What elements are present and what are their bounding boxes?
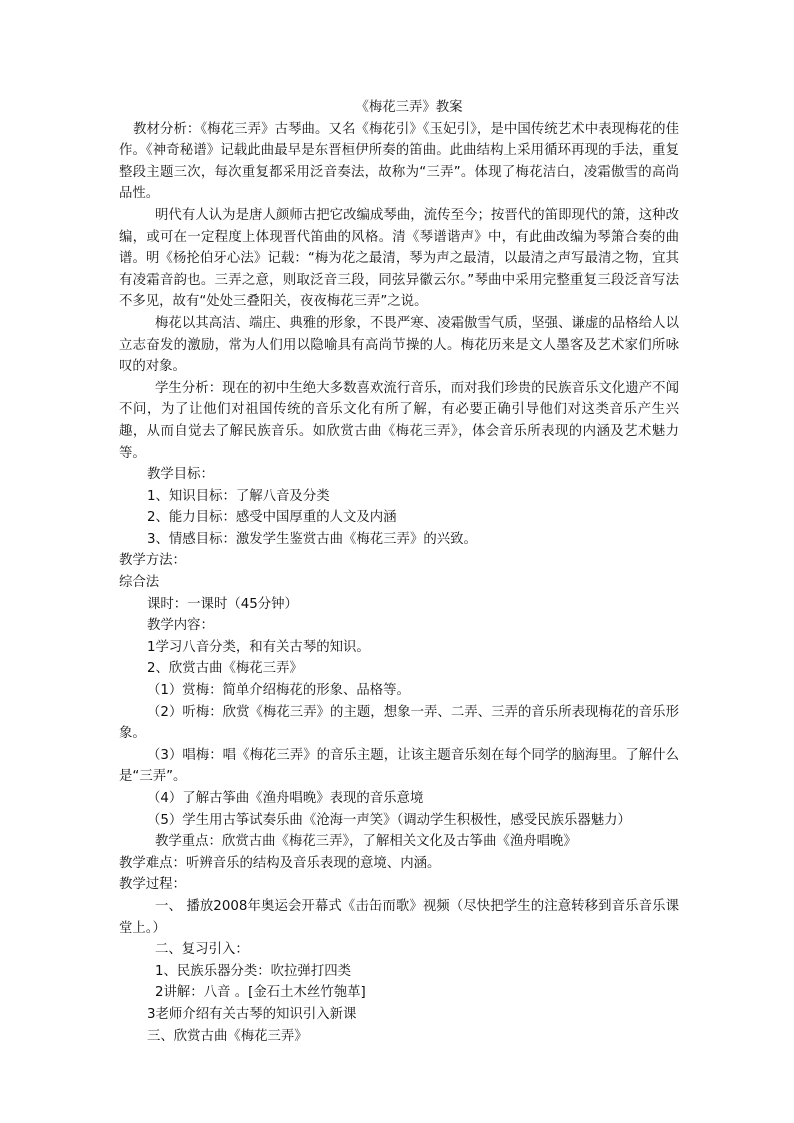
teaching-key-point: 教学重点：欣赏古曲《梅花三弄》，了解相关文化及古筝曲《渔舟唱晚》: [155, 834, 577, 850]
paragraph-history: 明代有人认为是唐人颜师古把它改编成琴曲，流传至今；按晋代的笛即现代的箫，这种改编，或可在一定程度上体现晋代笛曲的风格。清《琴谱谐声》中，有此曲改编为琴箫合奏的曲谱。明《杨抡伯牙心法》记载：“梅为花之最清，琴为声之最清，以最清之声写最清之物，宜其有凌霜音韵也。三弄之意，则取泛音三段，同弦异徽云尔。”琴曲中采用完整重复三段泛音写法不多见，故有“处处三叠阳关，夜夜梅花三弄”之说。: [119, 207, 679, 310]
process-substep: 3老师介绍有关古琴的知识引入新课: [147, 1006, 357, 1022]
process-substep: 1、民族乐器分类：吹拉弹打四类: [155, 963, 351, 979]
class-hours: 课时：一课时（45分钟）: [147, 596, 298, 612]
content-subitem: （1）赏梅：简单介绍梅花的形象、品格等。: [147, 683, 410, 699]
content-subitem: （5）学生用古筝试奏乐曲《沧海一声笑》（调动学生积极性，感受民族乐器魅力）: [147, 812, 631, 828]
content-item: 2、欣赏古曲《梅花三弄》: [147, 661, 303, 677]
document-body: [119, 97, 679, 1047]
paragraph-material-analysis: 教材分析：《梅花三弄》古琴曲。又名《梅花引》《玉妃引》，是中国传统艺术中表现梅花的佳作。《神奇秘谱》记载此曲最早是东晋桓伊所奏的笛曲。此曲结构上采用循环再现的手法，重复整段主题三次，每次重复都采用泛音奏法，故称为“三弄”。体现了梅花洁白，凌霜傲雪的高尚品性。: [119, 121, 679, 202]
content-subitem: （2）听梅：欣赏《梅花三弄》的主题，想象一弄、二弄、三弄的音乐所表现梅花的音乐形象。: [119, 704, 679, 742]
heading-teaching-content: 教学内容：: [147, 618, 214, 634]
process-substep: 2讲解：八音 。[金石土木丝竹匏革]: [155, 985, 366, 1001]
process-step-three: 三、欣赏古曲《梅花三弄》: [147, 1028, 308, 1044]
teaching-difficulty: 教学难点：听辨音乐的结构及音乐表现的意境、内涵。: [119, 855, 441, 871]
process-step-one: 一、 播放2008年奥运会开幕式《击缶而歌》视频（尽快把学生的注意转移到音乐音乐课堂上。）: [119, 898, 679, 936]
process-step-two: 二、复习引入：: [155, 942, 249, 958]
heading-teaching-process: 教学过程：: [119, 877, 186, 893]
goal-item: 2、能力目标：感受中国厚重的人文及内涵: [147, 510, 397, 526]
content-item: 1学习八音分类，和有关古琴的知识。: [147, 639, 370, 655]
teaching-method-value: 综合法: [119, 575, 160, 591]
paragraph-student-analysis: 学生分析：现在的初中生绝大多数喜欢流行音乐，而对我们珍贵的民族音乐文化遗产不闻不问，为了让他们对祖国传统的音乐文化有所了解，有必要正确引导他们对这类音乐产生兴趣，从而自觉去了解民族音乐。如欣赏古曲《梅花三弄》，体会音乐所表现的内涵及艺术魅力等。: [119, 380, 679, 461]
document-title: 《梅花三弄》教案: [355, 100, 463, 115]
heading-teaching-goals: 教学目标：: [147, 467, 214, 483]
goal-item: 3、情感目标：激发学生鉴赏古曲《梅花三弄》的兴致。: [147, 531, 477, 547]
goal-item: 1、知识目标：了解八音及分类: [147, 488, 330, 504]
heading-teaching-method: 教学方法：: [119, 553, 186, 569]
paragraph-plum-character: 梅花以其高洁、端庄、典雅的形象，不畏严寒、凌霜傲雪气质，坚强、谦虚的品格给人以立志奋发的激励，常为人们用以隐喻具有高尚节操的人。梅花历来是文人墨客及艺术家们所咏叹的对象。: [119, 315, 679, 375]
content-subitem: （3）唱梅：唱《梅花三弄》的音乐主题，让该主题音乐刻在每个同学的脑海里。了解什么是“三弄”。: [119, 747, 679, 785]
content-subitem: （4）了解古筝曲《渔舟唱晚》表现的音乐意境: [147, 791, 424, 806]
